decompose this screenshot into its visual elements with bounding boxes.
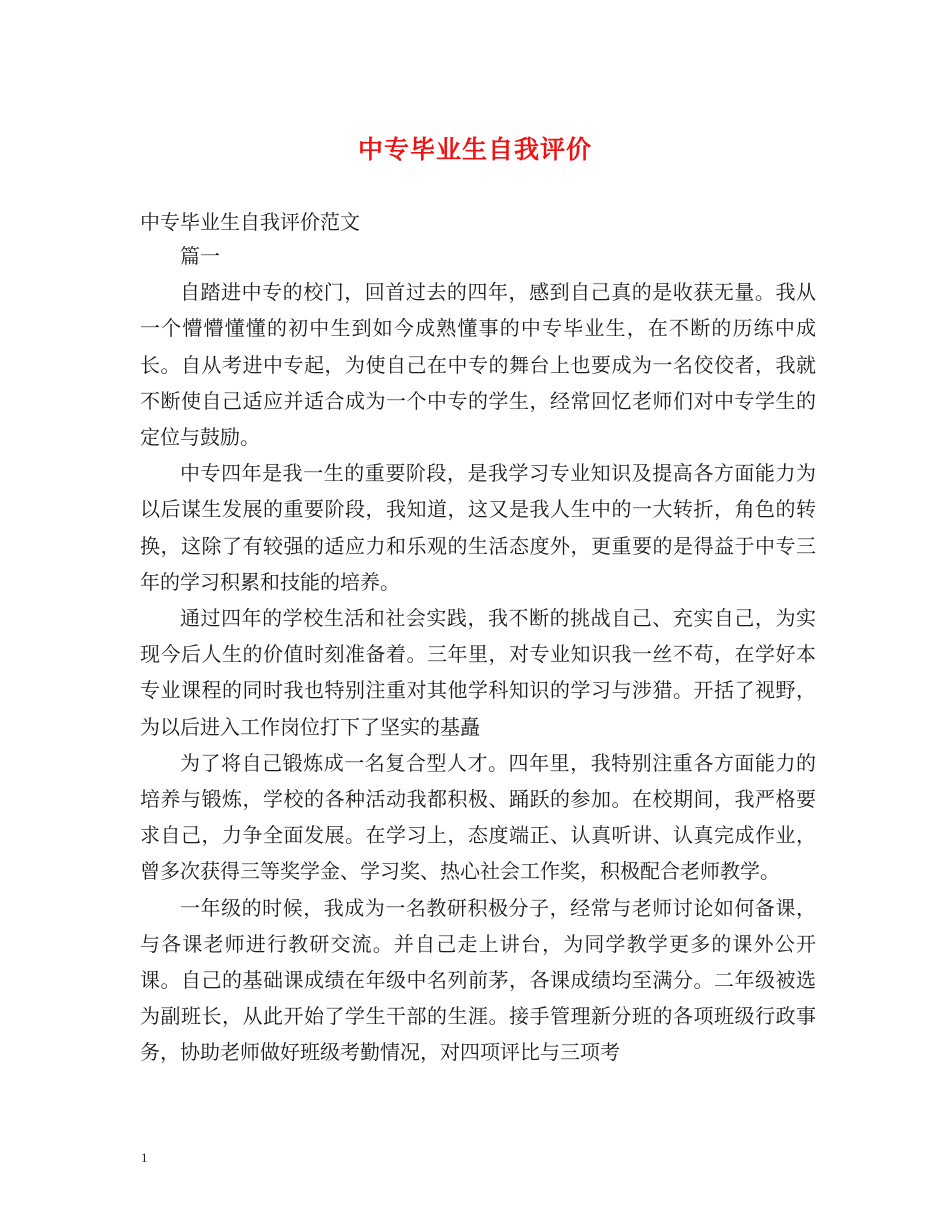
- page-title: 中专毕业生自我评价: [357, 135, 592, 164]
- section-label: 篇一: [180, 244, 220, 268]
- paragraph-4: 为了将自己锻炼成一名复合型人才。四年里，我特别注重各方面能力的培养与锻炼，学校的各种活动我都积极、踊跃的参加。在校期间，我严格要求自己，力争全面发展。在学习上，态度端正、认真听讲、认真完成作业，曾多次获得三等奖学金、学习奖、热心社会工作奖，积极配合老师教学。: [140, 750, 816, 884]
- page-number: 1: [141, 1150, 148, 1165]
- paragraph-5: 一年级的时候，我成为一名教研积极分子，经常与老师讨论如何备课，与各课老师进行教研交流。并自己走上讲台，为同学教学更多的课外公开课。自己的基础课成绩在年级中名列前茅，各课成绩均至满分。二年级被选为副班长，从此开始了学生干部的生涯。接手管理新分班的各项班级行政事务，协助老师做好班级考勤情况，对四项评比与三项考: [140, 895, 816, 1065]
- document-subtitle: 中专毕业生自我评价范文: [140, 210, 360, 234]
- paragraph-2: 中专四年是我一生的重要阶段，是我学习专业知识及提高各方面能力为以后谋生发展的重要阶段，我知道，这又是我人生中的一大转折，角色的转换，这除了有较强的适应力和乐观的生活态度外，更重要的是得益于中专三年的学习积累和技能的培养。: [140, 461, 816, 594]
- document-body: [140, 238, 816, 1071]
- paragraph-1: 自踏进中专的校门，回首过去的四年，感到自己真的是收获无量。我从一个懵懵懂懂的初中生到如今成熟懂事的中专毕业生，在不断的历练中成长。自从考进中专起，为使自己在中专的舞台上也要成为一名佼佼者，我就不断使自己适应并适合成为一个中专的学生，经常回忆老师们对中专学生的定位与鼓励。: [140, 280, 816, 450]
- paragraph-3: 通过四年的学校生活和社会实践，我不断的挑战自己、充实自己，为实现今后人生的价值时刻准备着。三年里，对专业知识我一丝不苟，在学好本专业课程的同时我也特别注重对其他学科知识的学习与涉猎。开括了视野，为以后进入工作岗位打下了坚实的基矗: [140, 606, 816, 739]
